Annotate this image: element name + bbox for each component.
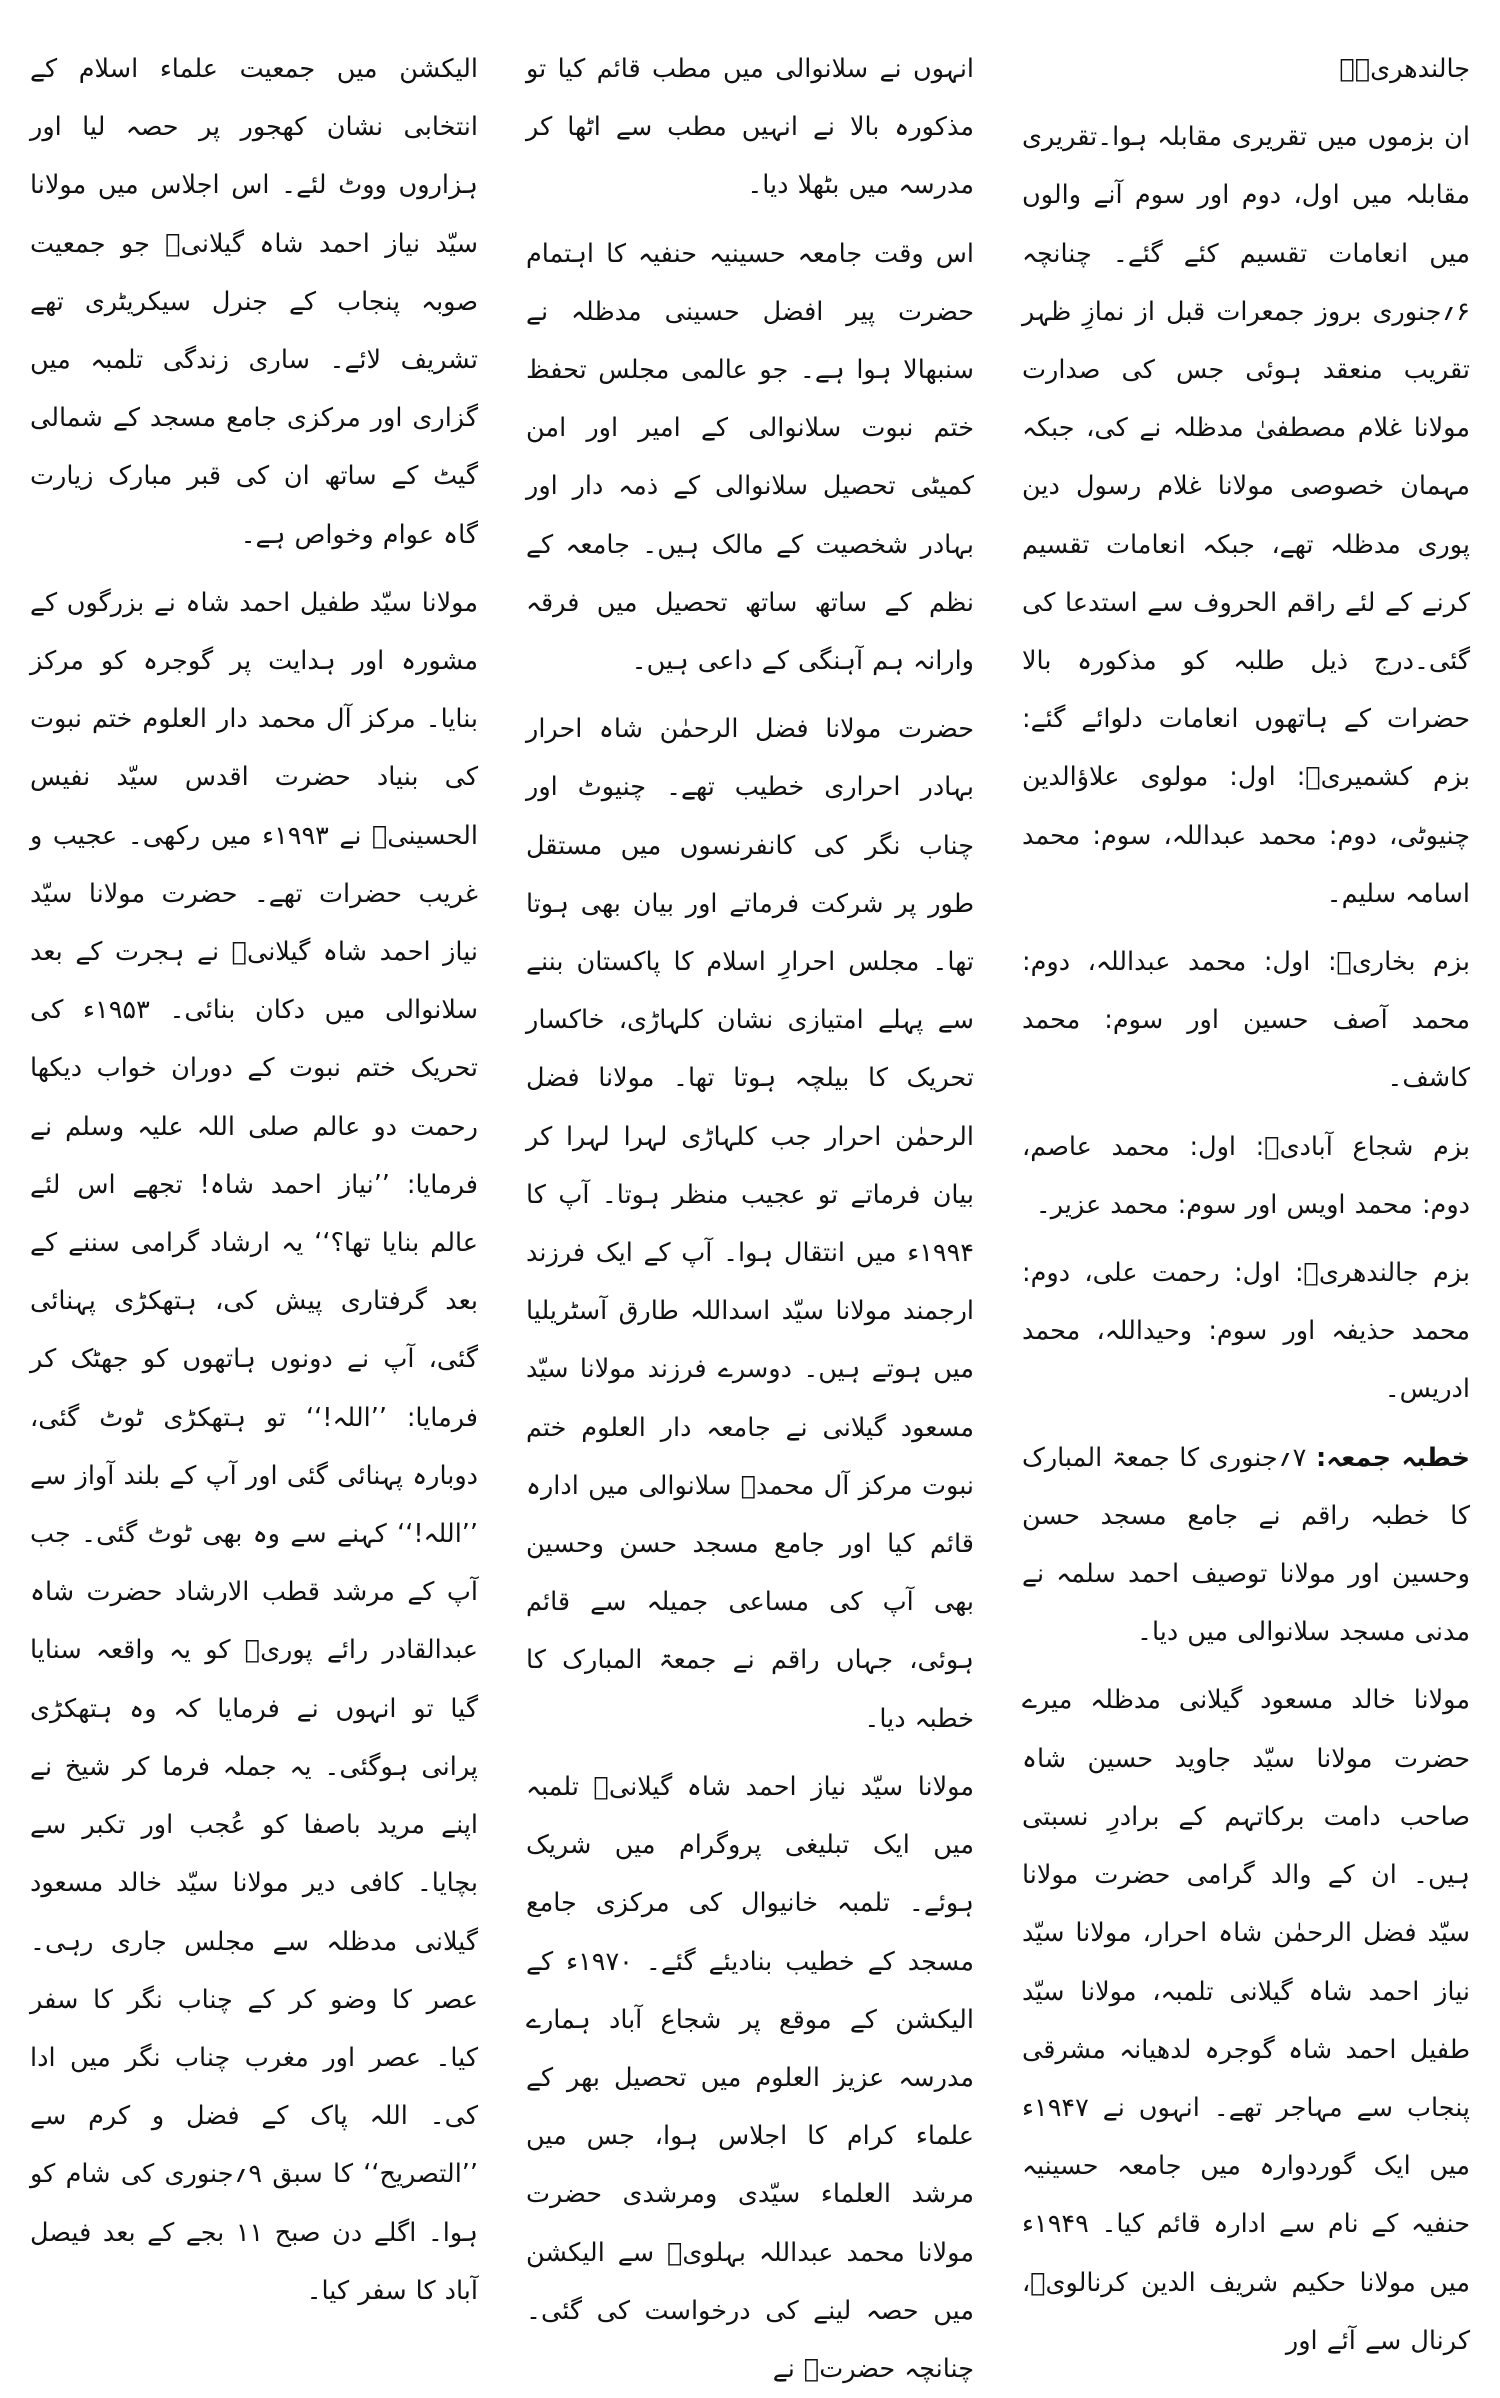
paragraph: بزم شجاع آبادیؒ: اول: محمد عاصم، دوم: محمد اویس اور سوم: محمد عزیر۔ — [1022, 1131, 1470, 1220]
paragraph: انہوں نے سلانوالی میں مطب قائم کیا تو مذکورہ بالا نے انہیں مطب سے اٹھا کر مدرسہ میں بٹھلا دیا۔ — [526, 54, 974, 201]
paragraph-text: ۷؍جنوری کا جمعۃ المبارک کا خطبہ راقم نے جامع مسجد حسن وحسین اور مولانا توصیف احمد سلمہ نے مدنی مسجد سلانوالی میں دیا۔ — [1022, 1442, 1470, 1648]
paragraph: مولانا سیّد نیاز احمد شاہ گیلانیؒ تلمبہ میں ایک تبلیغی پروگرام میں شریک ہوئے۔ تلمبہ خانیوال کی مرکزی جامع مسجد کے خطیب بنادیئے گئے۔ ۱۹۷۰ء کے الیکشن کے موقع پر شجاع آباد ہمارے مدرسہ عزیز العلوم میں تحصیل بھر کے علماء کرام کا اجلاس ہوا، جس میں مرشد العلماء سیّدی ومرشدی حضرت مولانا محمد عبداللہ بہلویؒ سے الیکشن میں حصہ لینے کی درخواست کی گئی۔ چنانچہ حضرتؒ نے — [526, 1771, 974, 2384]
section-heading-khutba-juma: خطبہ جمعہ: — [1316, 1442, 1471, 1473]
paragraph: الیکشن میں جمعیت علماء اسلام کے انتخابی نشان کھجور پر حصہ لیا اور ہزاروں ووٹ لئے۔ اس اجلاس میں مولانا سیّد نیاز احمد شاہ گیلانیؒ جو جمعیت صوبہ پنجاب کے جنرل سیکریٹری تھے تشریف لائے۔ ساری زندگی تلمبہ میں گزاری اور مرکزی جامع مسجد کے شمالی گیٹ کے ساتھ ان کی قبر مبارک زیارت گاہ عوام وخواص ہے۔ — [30, 54, 478, 550]
paragraph: ان بزموں میں تقریری مقابلہ ہوا۔تقریری مقابلہ میں اول، دوم اور سوم آنے والوں میں انعامات تقسیم کئے گئے۔ چنانچہ ۶؍جنوری بروز جمعرات قبل از نمازِ ظہر تقریب منعقد ہوئی جس کی صدارت مولانا غلام مصطفیٰ مدظلہ نے کی، جبکہ مہمان خصوصی مولانا غلام رسول دین پوری مدظلہ تھے، جبکہ انعامات تقسیم کرنے کے لئے راقم الحروف سے استدعا کی گئی۔درج ذیل طلبہ کو مذکورہ بالا حضرات کے ہاتھوں انعامات دلوائے گئے: بزم کشمیریؒ: اول: مولوی علاؤالدین چنیوٹی، دوم: محمد عبداللہ، سوم: محمد اسامہ سلیم۔ — [1022, 122, 1470, 909]
paragraph: حضرت مولانا فضل الرحمٰن شاہ احرار بہادر احراری خطیب تھے۔ چنیوٹ اور چناب نگر کی کانفرنسوں میں مستقل طور پر شرکت فرماتے اور بیان بھی ہوتا تھا۔ مجلس احرارِ اسلام کا پاکستان بننے سے پہلے امتیازی نشان کلہاڑی، خاکسار تحریک کا بیلچہ ہوتا تھا۔ مولانا فضل الرحمٰن احرار جب کلہاڑی لہرا لہرا کر بیان فرماتے تو عجیب منظر ہوتا۔ آپ کا ۱۹۹۴ء میں انتقال ہوا۔ آپ کے ایک فرزند ارجمند مولانا سیّد اسداللہ طارق آسٹریلیا میں ہوتے ہیں۔ دوسرے فرزند مولانا سیّد مسعود گیلانی نے جامعہ دار العلوم ختم نبوت مرکز آل محمدؐ سلانوالی میں ادارہ قائم کیا اور جامع مسجد حسن وحسین بھی آپ کی مساعی جمیلہ سے قائم ہوئی، جہاں راقم نے جمعۃ المبارک کا خطبہ دیا۔ — [526, 714, 974, 1734]
paragraph — [1022, 1429, 1470, 1662]
column-middle — [526, 40, 974, 2384]
paragraph: جالندھریؒ۔ — [1339, 54, 1470, 84]
paragraph: بزم بخاریؒ: اول: محمد عبداللہ، دوم: محمد آصف حسین اور سوم: محمد کاشف۔ — [1022, 947, 1470, 1094]
column-left — [30, 40, 478, 2306]
paragraph: مولانا خالد مسعود گیلانی مدظلہ میرے حضرت مولانا سیّد جاوید حسین شاہ صاحب دامت برکاتہم کے برادرِ نسبتی ہیں۔ ان کے والد گرامی حضرت مولانا سیّد فضل الرحمٰن شاہ احرار، مولانا سیّد نیاز احمد شاہ گیلانی تلمبہ، مولانا سیّد طفیل احمد شاہ گوجرہ لدھیانہ مشرقی پنجاب سے مہاجر تھے۔ انہوں نے ۱۹۴۷ء میں ایک گوردوارہ میں جامعہ حسینیہ حنفیہ کے نام سے ادارہ قائم کیا۔ ۱۹۴۹ء میں مولانا حکیم شریف الدین کرنالویؒ، کرنال سے آئے اور — [1022, 1685, 1470, 2356]
paragraph: اس وقت جامعہ حسینیہ حنفیہ کا اہتمام حضرت پیر افضل حسینی مدظلہ نے سنبھالا ہوا ہے۔ جو عالمی مجلس تحفظ ختم نبوت سلانوالی کے امیر اور امن کمیٹی تحصیل سلانوالی کے ذمہ دار اور بہادر شخصیت کے مالک ہیں۔ جامعہ کے نظم کے ساتھ ساتھ تحصیل میں فرقہ وارانہ ہم آہنگی کے داعی ہیں۔ — [526, 238, 974, 677]
paragraph: بزم جالندھریؒ: اول: رحمت علی، دوم: محمد حذیفہ اور سوم: وحیداللہ، محمد ادریس۔ — [1022, 1258, 1470, 1405]
column-right — [1022, 40, 1471, 2356]
paragraph: مولانا سیّد طفیل احمد شاہ نے بزرگوں کے مشورہ اور ہدایت پر گوجرہ کو مرکز بنایا۔ مرکز آل محمد دار العلوم ختم نبوت کی بنیاد حضرت اقدس سیّد نفیس الحسینیؒ نے ۱۹۹۳ء میں رکھی۔ عجیب و غریب حضرات تھے۔ حضرت مولانا سیّد نیاز احمد شاہ گیلانیؒ نے ہجرت کے بعد سلانوالی میں دکان بنائی۔ ۱۹۵۳ء کی تحریک ختم نبوت کے دوران خواب دیکھا رحمت دو عالم صلی اللہ علیہ وسلم نے فرمایا: ’’نیاز احمد شاہ! تجھے اس لئے عالم بنایا تھا؟‘‘ یہ ارشاد گرامی سننے کے بعد گرفتاری پیش کی، ہتھکڑی پہنائی گئی، آپ نے دونوں ہاتھوں کو جھٹک کر فرمایا: ’’اللہ!‘‘ تو ہتھکڑی ٹوٹ گئی، دوبارہ پہنائی گئی اور آپ کے بلند آواز سے ’’اللہ!‘‘ کہنے سے وہ بھی ٹوٹ گئی۔ جب آپ کے مرشد قطب الارشاد حضرت شاہ عبدالقادر رائے پوریؒ کو یہ واقعہ سنایا گیا تو انہوں نے فرمایا کہ وہ ہتھکڑی پرانی ہوگئی۔ یہ جملہ فرما کر شیخ نے اپنے مرید باصفا کو عُجب اور تکبر سے بچایا۔ کافی دیر مولانا سیّد خالد مسعود گیلانی مدظلہ سے مجلس جاری رہی۔ عصر کا وضو کر کے چناب نگر کا سفر کیا۔ عصر اور مغرب چناب نگر میں ادا کی۔ اللہ پاک کے فضل و کرم سے ’’التصریح‘‘ کا سبق ۹؍جنوری کی شام کو ہوا۔ اگلے دن صبح ۱۱ بجے کے بعد فیصل آباد کا سفر کیا۔ — [30, 587, 478, 2306]
